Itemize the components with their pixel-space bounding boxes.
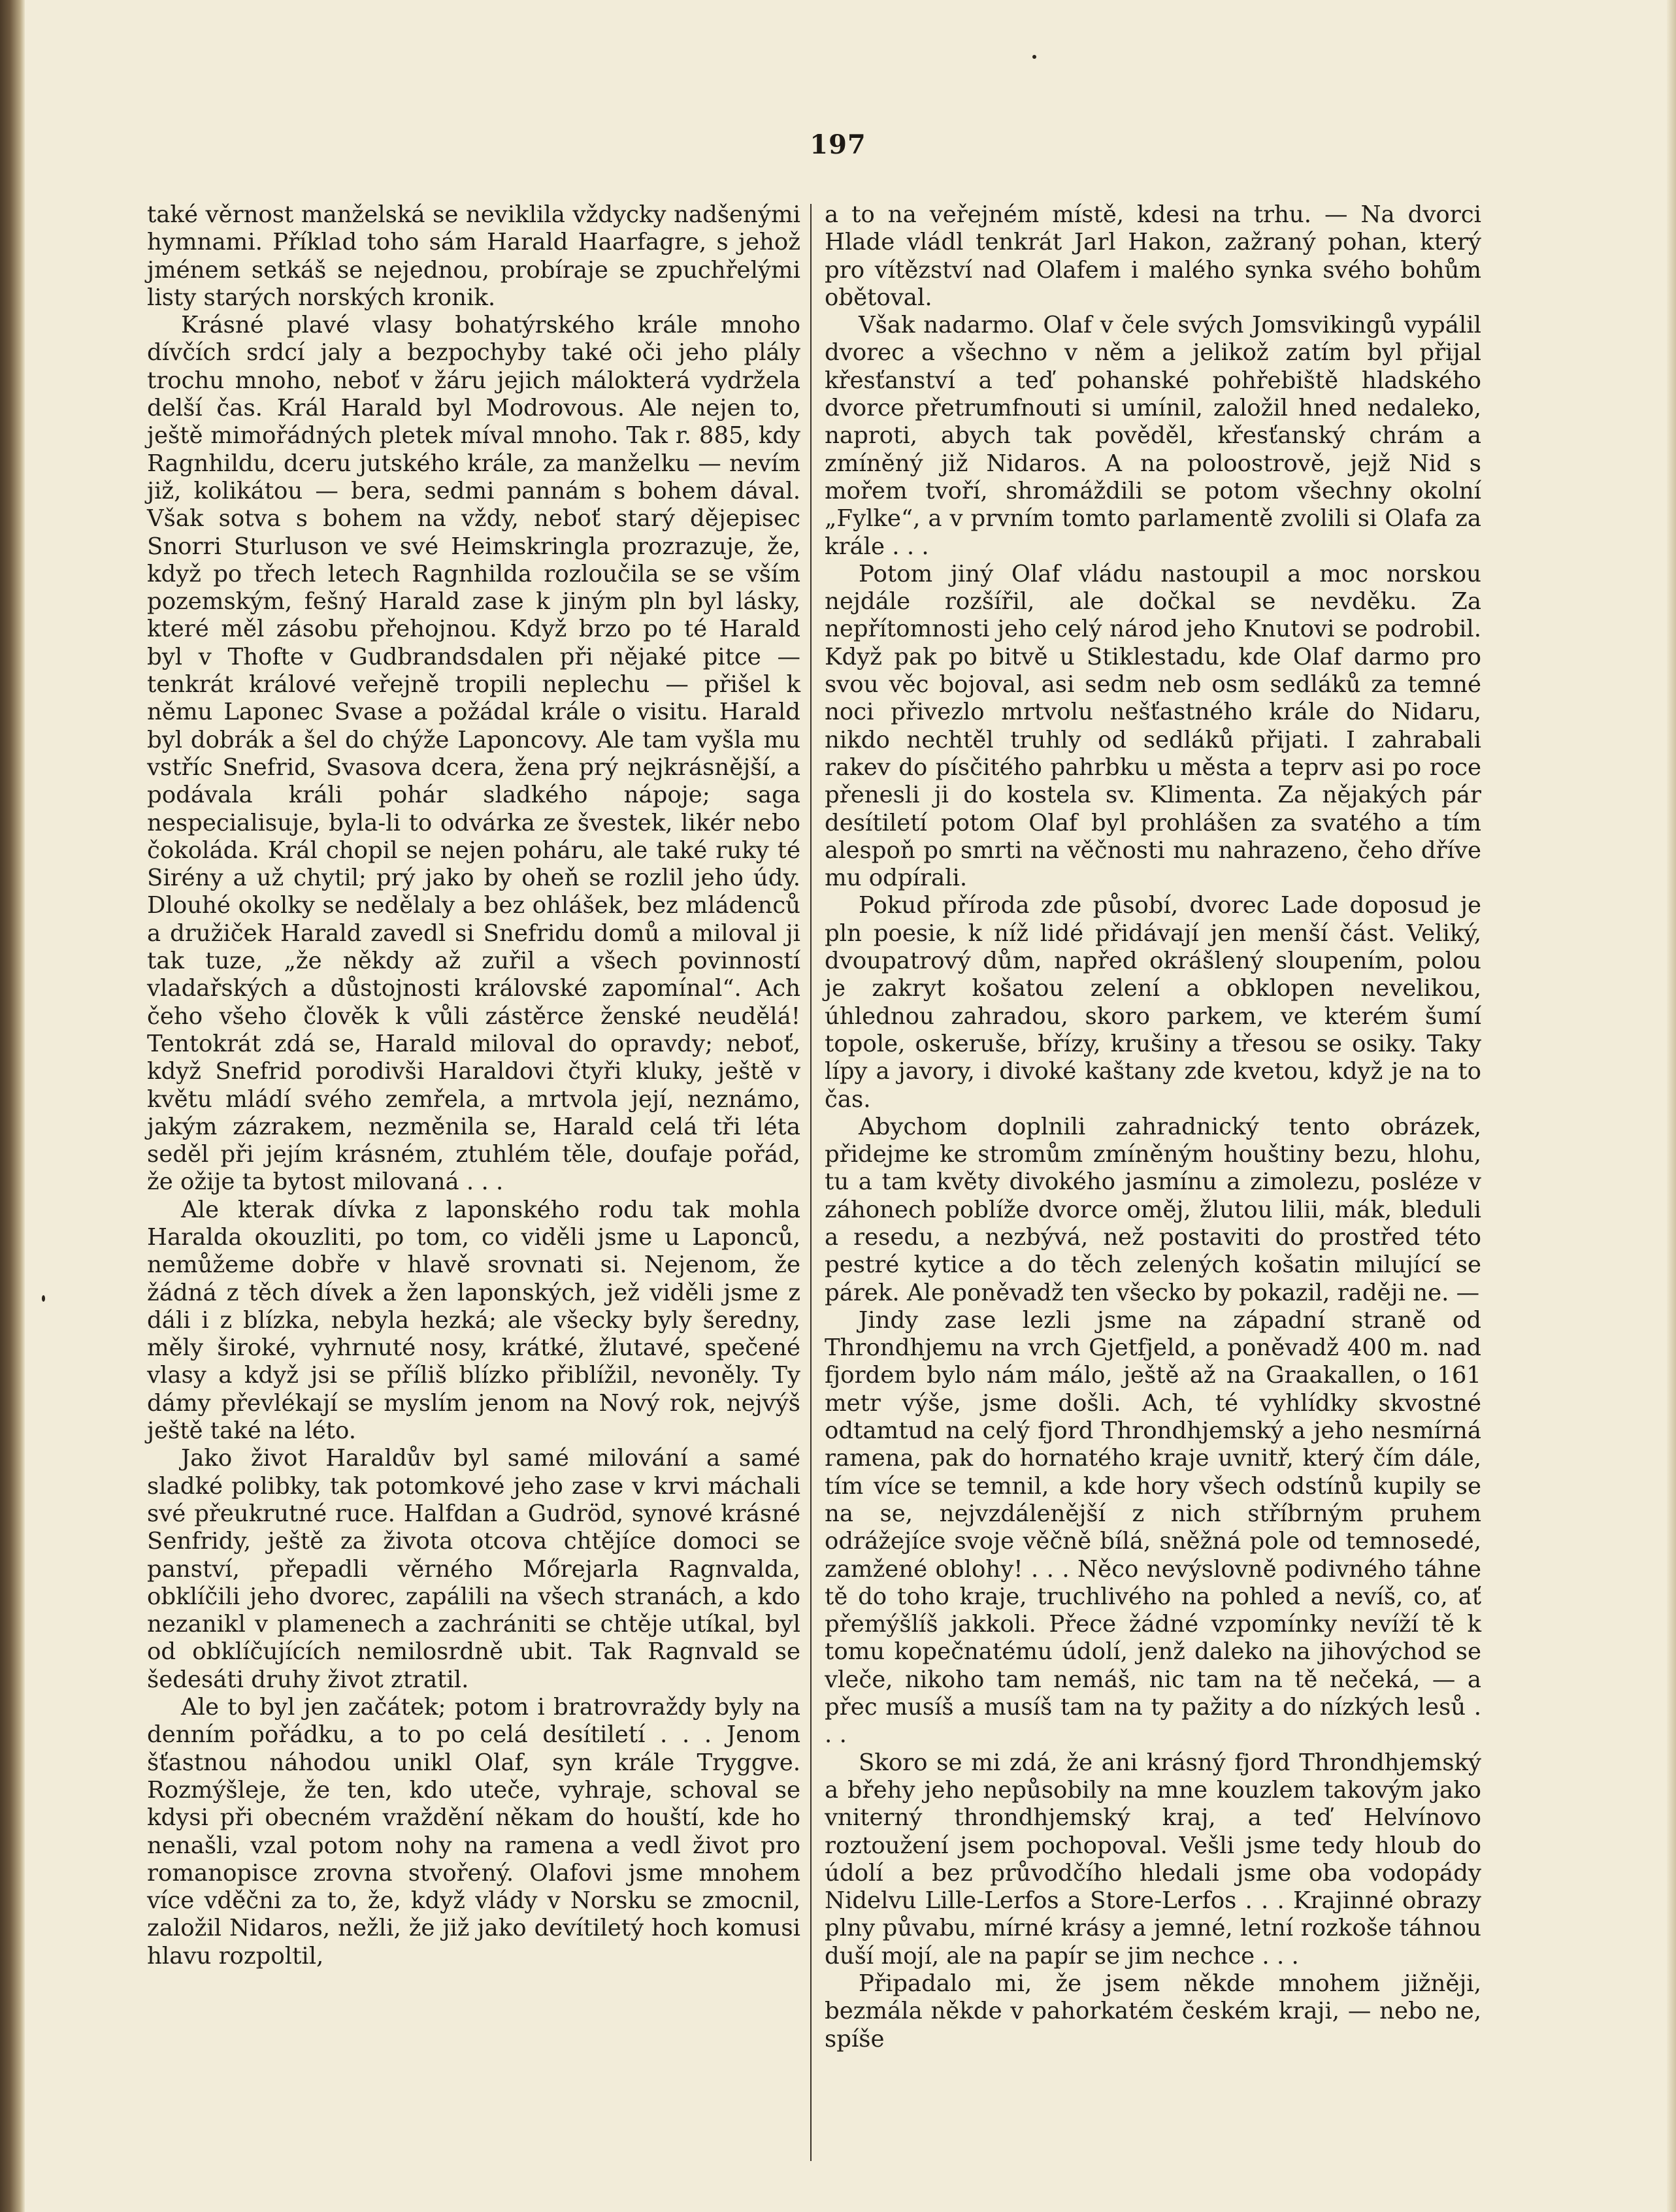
- paragraph: Však nadarmo. Olaf v čele svých Jomsvikingů vypálil dvorec a všechno v něm a jelikož zatím byl přijal křesťanství a teď pohanské pohřebiště hladského dvorce přetrumfnouti si umínil, založil hned nedaleko, naproti, abych tak pověděl, křesťanský chrám a zmíněný již Nidaros. A na poloostrově, jejž Nid s mořem tvoří, shromáždili se potom všechny okolní „Fylke“, a v prvním tomto parlamentě zvolili si Olafa za krále . . .: [825, 312, 1481, 560]
- paragraph: Jako život Haraldův byl samé milování a samé sladké polibky, tak potomkové jeho zase v krvi máchali své přeukrutné ruce. Halfdan a Gudröd, synové krásné Senfridy, ještě za života otcova chtějíce domoci se panství, přepadli věrného Mőrejarla Ragnvalda, obklíčili jeho dvorec, zapálili na všech stranách, a kdo nezanikl v plamenech a zachrániti se chtěje utíkal, byl od obklíčujících nemilosrdně ubit. Tak Ragnvald se šedesáti druhy život ztratil.: [147, 1445, 800, 1693]
- paragraph: také věrnost manželská se neviklila vždycky nadšenými hymnami. Příklad toho sám Harald Haarfagre, s jehož jménem setkáš se nejednou, probíraje se zpuchřelými listy starých norských kronik.: [147, 201, 800, 311]
- paragraph: Potom jiný Olaf vládu nastoupil a moc norskou nejdále rozšířil, ale dočkal se nevděku. Za nepřítomnosti jeho celý národ jeho Knutovi se podrobil. Když pak po bitvě u Stiklestadu, kde Olaf darmo pro svou věc bojoval, asi sedm neb osm sedláků za temné noci přivezlo mrtvolu nešťastného krále do Nidaru, nikdo nechtěl truhly od sedláků přijati. I zahrabali rakev do písčitého pahrbku u města a teprv asi po roce přenesli ji do kostela sv. Klimenta. Za nějakých pár desítiletí potom Olaf byl prohlášen za svatého a tím alespoň po smrti na věčnosti mu nahrazeno, čeho dříve mu odpírali.: [825, 560, 1481, 892]
- paragraph: Pokud příroda zde působí, dvorec Lade doposud je pln poesie, k níž lidé přidávají jen menší část. Veliký, dvoupatrový dům, napřed okrášlený sloupením, polou je zakryt košatou zelení a obklopen nevelikou, úhlednou zahradou, skoro parkem, ve kterém šumí topole, oskeruše, břízy, krušiny a třesou se osiky. Taky lípy a javory, i divoké kaštany zde kvetou, když je na to čas.: [825, 892, 1481, 1113]
- paragraph: Ale kterak dívka z laponského rodu tak mohla Haralda okouzliti, po tom, co viděli jsme u Laponců, nemůžeme dobře v hlavě srovnati si. Nejenom, že žádná z těch dívek a žen laponských, jež viděli jsme z dáli i z blízka, nebyla hezká; ale všecky byly šeredny, měly široké, vyhrnuté nosy, krátké, žlutavé, spečené vlasy a když jsi se příliš blízko přiblížil, nevoněly. Ty dámy převlékají se myslím jenom na Nový rok, nejvýš ještě také na léto.: [147, 1196, 800, 1445]
- paragraph: a to na veřejném místě, kdesi na trhu. — Na dvorci Hlade vládl tenkrát Jarl Hakon, zažraný pohan, který pro vítězství nad Olafem i malého synka svého bohům obětoval.: [825, 201, 1481, 311]
- paragraph: Jindy zase lezli jsme na západní straně od Throndhjemu na vrch Gjetfjeld, a poněvadž 400 m. nad fjordem bylo nám málo, ještě až na Graakallen, o 161 metr výše, jsme došli. Ach, té vyhlídky skvostné odtamtud na celý fjord Throndhjemský a jeho nesmírná ramena, pak do hornatého kraje uvnitř, který čím dále, tím více se temnil, a kde hory všech odstínů kupily se na se, nejvzdálenější z nich stříbrným pruhem odrážejíce svoje věčně bílá, sněžná pole od temnosedé, zamžené oblohy! . . . Něco nevýslovně podivného táhne tě do toho kraje, truchlivého na pohled a nevíš, co, ať přemýšlíš jakkoli. Přece žádné vzpomínky nevíží tě k tomu kopečnatému údolí, jenž daleko na jihovýchod se vleče, nikoho tam nemáš, nic tam na tě nečeká, — a přec musíš a musíš tam na ty pažity a do nízkých lesů . . .: [825, 1306, 1481, 1749]
- page-binding-shadow: [0, 0, 25, 2212]
- ink-speck: [42, 1295, 45, 1302]
- left-column: [147, 201, 800, 1970]
- paragraph: Abychom doplnili zahradnický tento obrázek, přidejme ke stromům zmíněným houštiny bezu, hlohu, tu a tam květy divokého jasmínu a zimolezu, posléze v záhonech poblíže dvorce oměj, žlutou lilii, mák, bleduli a resedu, a nezbývá, než postaviti do prostřed této pestré kytice a do těch zelených košatin milující se párek. Ale poněvadž ten všecko by pokazil, raději ne. —: [825, 1113, 1481, 1306]
- page-number: 197: [810, 129, 866, 160]
- page-outer-edge: [1667, 0, 1676, 2212]
- paragraph: Skoro se mi zdá, že ani krásný fjord Throndhjemský a břehy jeho nepůsobily na mne kouzlem takovým jako vniterný throndhjemský kraj, a teď Helvínovo roztoužení jsem pochopoval. Vešli jsme tedy hloub do údolí a bez průvodčího hledali jsme oba vodopády Nidelvu Lille-Lerfos a Store-Lerfos . . . Krajinné obrazy plny půvabu, mírné krásy a jemné, letní rozkoše táhnou duší mojí, ale na papír se jim nechce . . .: [825, 1749, 1481, 1970]
- ink-speck: [1032, 55, 1036, 59]
- right-column: [825, 201, 1481, 2053]
- paragraph: Ale to byl jen začátek; potom i bratrovraždy byly na denním pořádku, a to po celá desítiletí . . . Jenom šťastnou náhodou unikl Olaf, syn krále Tryggve. Rozmýšleje, že ten, kdo uteče, vyhraje, schoval se kdysi při obecném vraždění někam do houští, kde ho nenašli, vzal potom nohy na ramena a vedl život pro romanopisce zrovna stvořený. Olafovi jsme mnohem více vděčni za to, že, když vlády v Norsku se zmocnil, založil Nidaros, nežli, že již jako devítiletý hoch komusi hlavu rozpoltil,: [147, 1694, 800, 1970]
- paragraph: Připadalo mi, že jsem někde mnohem jižněji, bezmála někde v pahorkatém českém kraji, — nebo ne, spíše: [825, 1970, 1481, 2053]
- paragraph: Krásné plavé vlasy bohatýrského krále mnoho dívčích srdcí jaly a bezpochyby také oči jeho plály trochu mnoho, neboť v žáru jejich málokterá vydržela delší čas. Král Harald byl Modrovous. Ale nejen to, ještě mimořádných pletek míval mnoho. Tak r. 885, kdy Ragnhildu, dceru jutského krále, za manželku — nevím již, kolikátou — bera, sedmi pannám s bohem dával. Však sotva s bohem na vždy, neboť starý dějepisec Snorri Sturluson ve své Heimskringla prozrazuje, že, když po třech letech Ragnhilda rozloučila se se vším pozemským, fešný Harald zase k jiným pln byl lásky, které měl zásobu přehojnou. Když brzo po té Harald byl v Thofte v Gudbrandsdalen při nějaké pitce — tenkrát králové veřejně tropili neplechu — přišel k němu Laponec Svase a požádal krále o visitu. Harald byl dobrák a šel do chýže Laponcovy. Ale tam vyšla mu vstříc Snefrid, Svasova dcera, žena prý nejkrásnější, a podávala králi pohár sladkého nápoje; saga nespecialisuje, byla-li to odvárka ze švestek, likér nebo čokoláda. Král chopil se nejen poháru, ale také ruky té Sirény a už chytil; prý jako by oheň se rozlil jeho údy. Dlouhé okolky se nedělaly a bez ohlášek, bez mládenců a družiček Harald zavedl si Snefridu domů a miloval ji tak tuze, „že někdy až zuřil a všech povinností vladařských a důstojnosti královské zapomínal“. Ach čeho všeho člověk k vůli zástěrce ženské neudělá! Tentokrát zdá se, Harald miloval do opravdy; neboť, když Snefrid porodivši Haraldovi čtyři kluky, ještě v květu mládí svého zemřela, a mrtvola její, neznámo, jakým zázrakem, nezměnila se, Harald celá tři léta seděl při jejím krásném, ztuhlém těle, doufaje pořád, že ožije ta bytost milovaná . . .: [147, 312, 800, 1196]
- column-divider: [810, 204, 812, 2161]
